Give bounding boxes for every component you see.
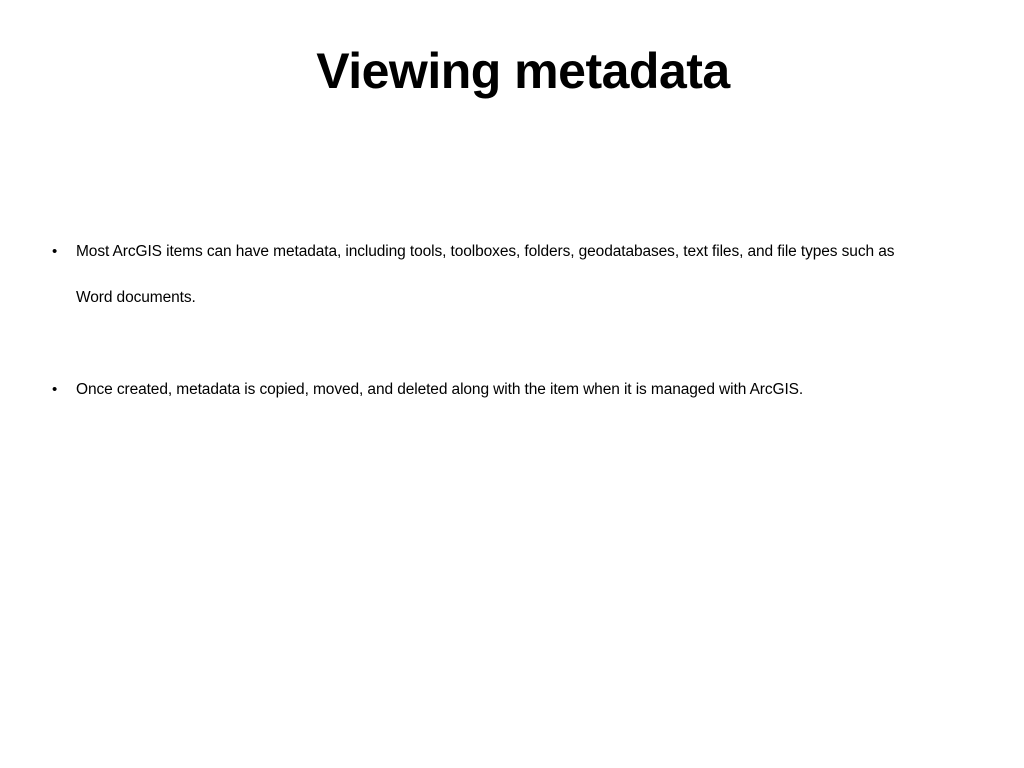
bullet-text: Most ArcGIS items can have metadata, including tools, toolboxes, folders, geodatabases, text files, and file types such as Word documents. bbox=[76, 243, 895, 306]
bullet-marker: • bbox=[52, 243, 58, 260]
bullet-item bbox=[52, 229, 932, 321]
slide-title: Viewing metadata bbox=[316, 43, 730, 99]
bullet-item bbox=[52, 367, 932, 413]
bullet-list bbox=[52, 229, 932, 413]
bullet-marker: • bbox=[52, 381, 58, 398]
bullet-text: Once created, metadata is copied, moved, and deleted along with the item when it is managed with ArcGIS. bbox=[76, 381, 804, 398]
